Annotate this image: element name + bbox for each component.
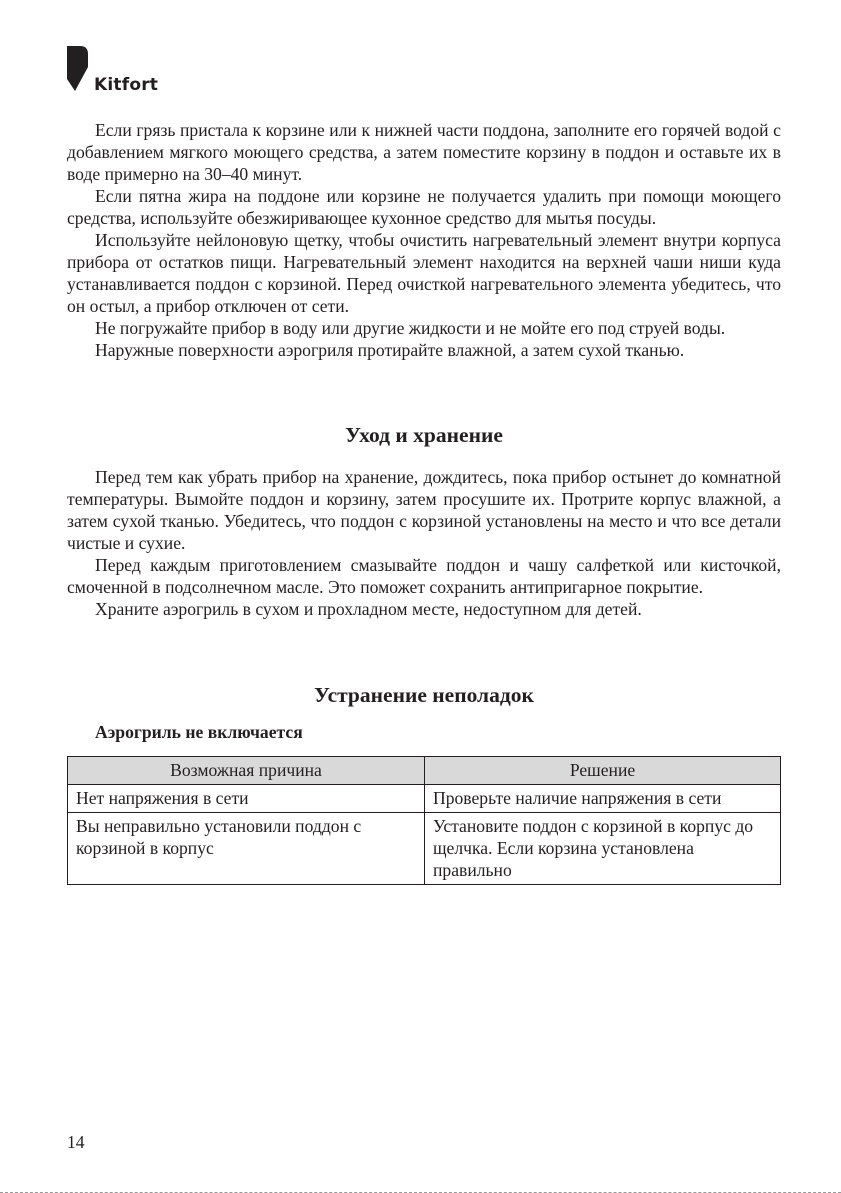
paragraph: Не погружайте прибор в воду или другие жидкости и не мойте его под струей воды. <box>95 318 726 338</box>
table-row <box>68 785 781 813</box>
problem-heading: Аэрогриль не включается <box>95 722 303 742</box>
table-cell-solution: Проверьте наличие напряжения в сети <box>425 785 781 813</box>
brand-name: Kitfort <box>94 75 159 95</box>
section-title-troubleshooting: Устранение неполадок <box>314 683 534 707</box>
brand-logo <box>66 45 176 95</box>
paragraph: Храните аэрогриль в сухом и прохладном месте, недоступном для детей. <box>95 599 642 619</box>
table-header-row <box>68 757 781 785</box>
cleaning-section <box>67 119 781 361</box>
table-cell-solution: Установите поддон с корзиной в корпус до щелчка. Если корзина установлена правильно <box>425 813 781 885</box>
column-header-cause: Возможная причина <box>68 757 425 785</box>
troubleshooting-table <box>67 756 781 885</box>
section-title-care: Уход и хранение <box>345 423 503 447</box>
care-section <box>67 466 781 620</box>
page-content <box>67 119 781 885</box>
table-cell-cause: Нет напряжения в сети <box>68 785 425 813</box>
paragraph: Если пятна жира на поддоне или корзине не получается удалить при помощи моющего средства, используйте обезжиривающее кухонное средство для мытья посуды. <box>67 186 781 228</box>
paragraph: Перед каждым приготовлением смазывайте поддон и чашу салфеткой или кисточкой, смоченной в подсолнечном масле. Это поможет сохранить антипригарное покрытие. <box>67 555 781 597</box>
paragraph: Используйте нейлоновую щетку, чтобы очистить нагревательный элемент внутри корпуса прибора от остатков пищи. Нагревательный элемент находится на верхней чаши ниши куда устанавливается поддон с корзиной. Перед очисткой нагревательного элемента убедитесь, что он остыл, а прибор отключен от сети. <box>67 230 781 316</box>
kitfort-logo-icon <box>66 45 90 93</box>
paragraph: Наружные поверхности аэрогриля протирайте влажной, а затем сухой тканью. <box>95 340 685 360</box>
table-cell-cause: Вы неправильно установили поддон с корзиной в корпус <box>68 813 425 885</box>
paragraph: Перед тем как убрать прибор на хранение, дождитесь, пока прибор остынет до комнатной температуры. Вымойте поддон и корзину, затем просушите их. Протрите корпус влажной, а затем сухой тканью. Убедитесь, что поддон с корзиной установлены на место и что все детали чистые и сухие. <box>67 467 781 553</box>
paragraph: Если грязь пристала к корзине или к нижней части поддона, заполните его горячей водой с добавлением мягкого моющего средства, а затем поместите корзину в поддон и оставьте их в воде примерно на 30–40 минут. <box>67 120 781 184</box>
table-row <box>68 813 781 885</box>
column-header-solution: Решение <box>425 757 781 785</box>
page-number: 14 <box>67 1132 85 1152</box>
